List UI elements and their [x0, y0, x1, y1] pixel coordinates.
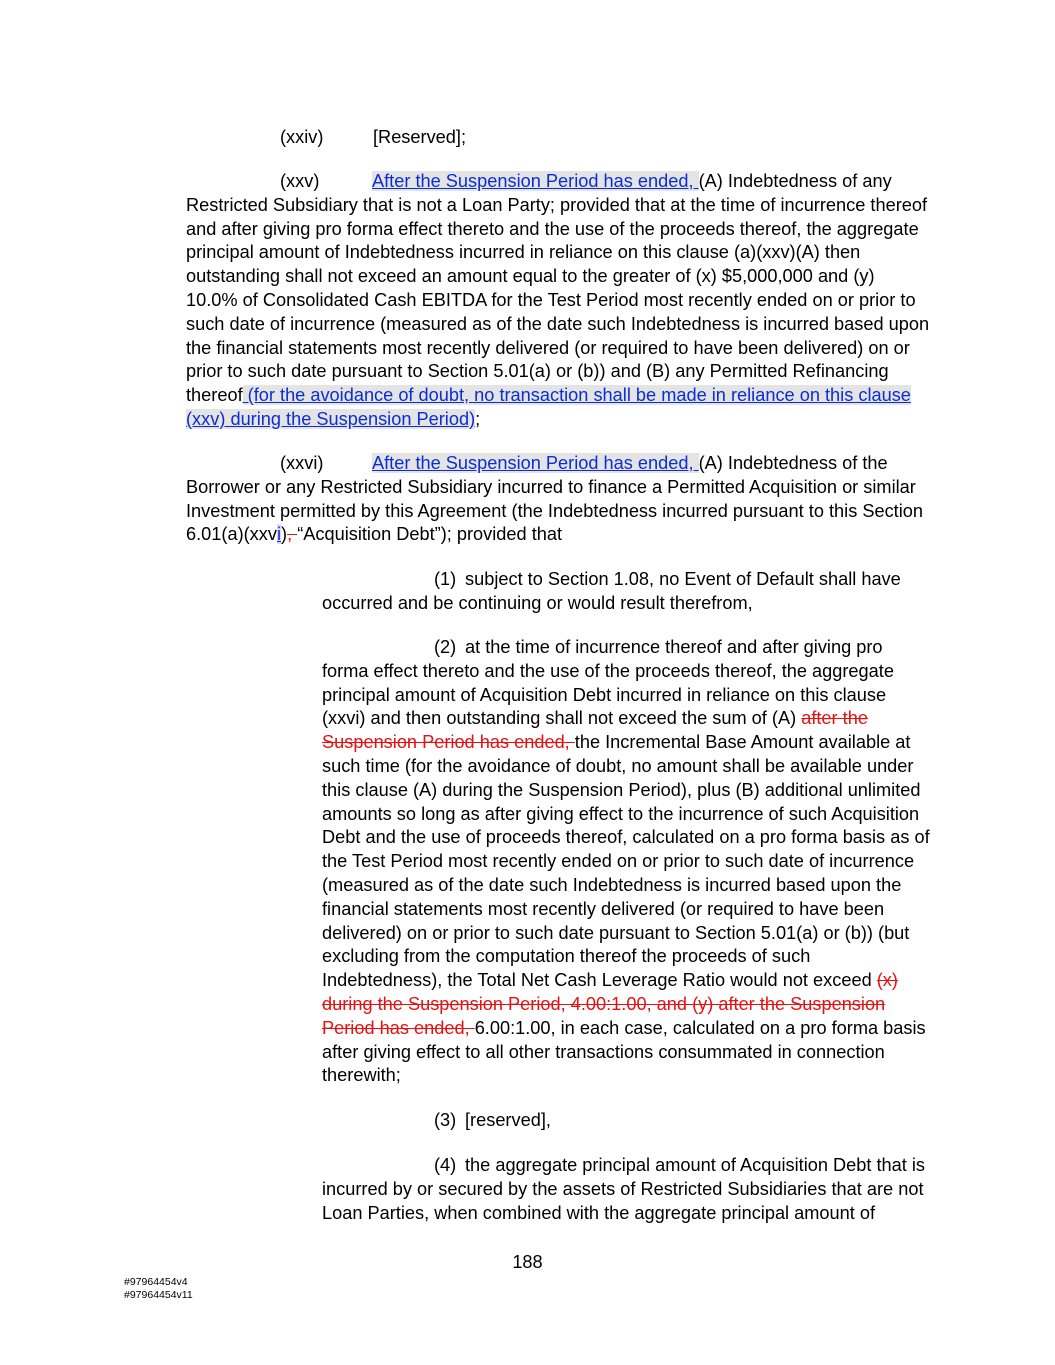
subclause-number: (3) [434, 1110, 457, 1130]
doc-id-2: #97964454v11 [124, 1289, 193, 1301]
clause-number: (xxvi) [280, 453, 324, 473]
subclause-2 [322, 636, 934, 1088]
clause-end: ; [475, 408, 481, 429]
clause-text: (A) Indebtedness of any Restricted Subsidiary that is not a Loan Party; provided that at the time of incurrence thereof and after giving pro forma effect thereto and the use of the proceeds thereof, the aggregate principal amount of Indebtedness incurred in reliance on this clause (a)(xxv)(A) then outstanding shall not exceed an amount equal to the greater of (x) $5,000,000 and (y) 10.0% of Consolidated Cash EBITDA for the Test Period most recently ended on or prior to such date of incurrence (measured as of the date such Indebtedness is incurred based upon the financial statements most recently delivered (or required to have been delivered) on or prior to such date pursuant to Section 5.01(a) or (b)) and (B) any Permitted Refinancing thereof [186, 171, 930, 406]
subclause-4 [322, 1154, 934, 1225]
subclause-3 [322, 1109, 934, 1133]
clause-number: (xxv) [280, 171, 320, 191]
deleted-text: , [287, 524, 298, 545]
page-number: 188 [512, 1252, 543, 1272]
subclause-number: (2) [434, 637, 457, 657]
subclause-text: at the time of incurrence thereof and after giving pro forma effect thereto and the use of the proceeds thereof, the aggregate principal amount of Acquisition Debt incurred in reliance on this clause (xxvi) and then outstanding shall not exceed the sum of (A) [322, 637, 894, 729]
subclause-number: (4) [434, 1155, 457, 1175]
deleted-text: after the Suspension Period has ended, [322, 708, 868, 753]
clause-text-quote: “Acquisition Debt”); provided that [297, 524, 563, 545]
subclause-number: (1) [434, 569, 457, 589]
inserted-text: (for the avoidance of doubt, no transaction shall be made in reliance on this clause (xxv) during the Suspension Period) [186, 385, 911, 429]
clause-xxv [186, 170, 930, 432]
clause-text-paren: ) [281, 524, 288, 545]
inserted-text: After the Suspension Period has ended, [372, 171, 699, 191]
subclause-text: the Incremental Base Amount available at such time (for the avoidance of doubt, no amount shall be available under this clause (A) during the Suspension Period), plus (B) additional unlimited amounts so long as after giving effect to the incurrence of such Acquisition Debt and the use of proceeds thereof, calculated on a pro forma basis as of the Test Period most recently ended on or prior to such date of incurrence (measured as of the date such Indebtedness is incurred based upon the financial statements most recently delivered (or required to have been delivered) on or prior to such date pursuant to Section 5.01(a) or (b)) (but excluding from the computation thereof the proceeds of such Indebtedness), the Total Net Cash Leverage Ratio would not exceed [322, 732, 930, 991]
clause-number: (xxiv) [280, 127, 324, 147]
clause-text: (A) Indebtedness of the Borrower or any Restricted Subsidiary incurred to finance a Permitted Acquisition or similar Investment permitted by this Agreement (the Indebtedness incurred pursuant to this Section 6.01(a)(xxv [186, 453, 924, 545]
deleted-text: (x) during the Suspension Period, 4.00:1.00, and (y) after the Suspension Period has ended, [322, 970, 898, 1038]
clause-xxvi [186, 452, 926, 547]
subclause-text: [reserved], [465, 1110, 551, 1130]
clause-text: [Reserved]; [373, 127, 466, 147]
subclause-text: subject to Section 1.08, no Event of Default shall have occurred and be continuing or would result therefrom, [322, 569, 901, 613]
inserted-character: i [276, 524, 282, 545]
clause-xxiv [280, 126, 930, 150]
subclause-1 [322, 568, 934, 616]
subclause-text: 6.00:1.00, in each case, calculated on a pro forma basis after giving effect to all other transactions consummated in connection therewith; [322, 1017, 926, 1086]
inserted-text: After the Suspension Period has ended, [372, 453, 699, 473]
subclause-text: the aggregate principal amount of Acquisition Debt that is incurred by or secured by the assets of Restricted Subsidiaries that are not Loan Parties, when combined with the aggregate principal amount of [322, 1155, 926, 1223]
doc-id-1: #97964454v4 [124, 1276, 188, 1288]
